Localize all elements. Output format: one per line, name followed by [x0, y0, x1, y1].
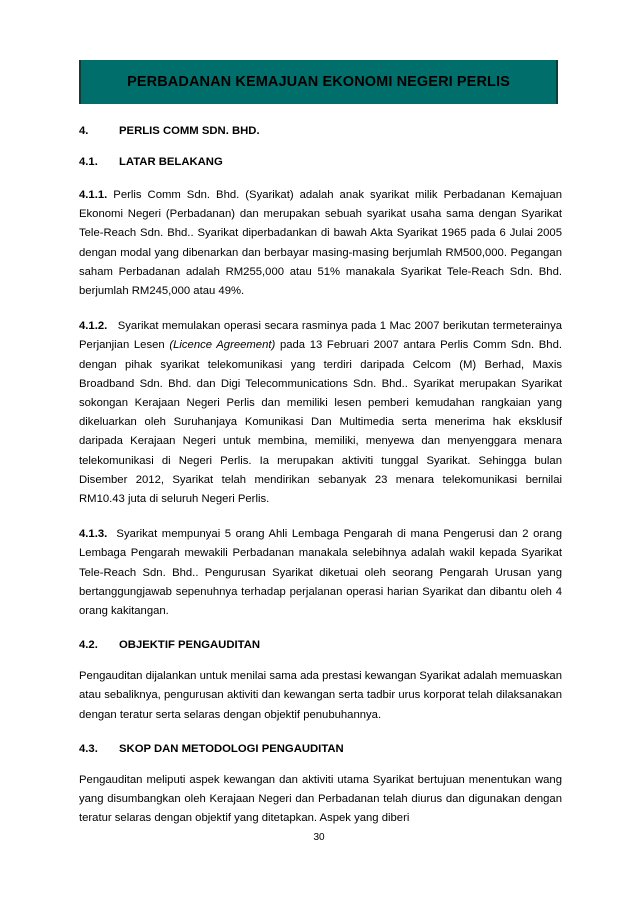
subsection-number: 4.3.	[79, 742, 98, 755]
paragraph-text: Syarikat mempunyai 5 orang Ahli Lembaga Pengarah di mana Pengerusi dan 2 orang Lembaga Pengarah mewakili Perbadanan manakala selebihnya adalah wakil kepada Syarikat Tele-Reach Sdn. Bhd.. Pengurusan Syarikat diketuai oleh seorang Pengarah Urusan yang bertanggungjawab sepenuhnya terhadap perjalanan operasi harian Syarikat dan dibantu oleh 4 orang kakitangan.	[79, 528, 562, 618]
subsection-number: 4.1.	[79, 156, 98, 168]
subsection-title: OBJEKTIF PENGAUDITAN	[119, 639, 261, 652]
paragraph-number: 4.1.2.	[79, 320, 108, 333]
paragraph-4-2	[79, 667, 562, 725]
header-banner	[79, 60, 558, 104]
document-body	[79, 118, 562, 828]
paragraph-4-3	[79, 771, 562, 829]
subsection-title: SKOP DAN METODOLOGI PENGAUDITAN	[119, 742, 344, 755]
banner-title: PERBADANAN KEMAJUAN EKONOMI NEGERI PERLIS	[127, 74, 510, 90]
paragraph-text: Pengauditan dijalankan untuk menilai sama ada prestasi kewangan Syarikat adalah memuaskan atau sebaliknya, pengurusan aktiviti dan kewangan serta tadbir urus korporat telah dilaksanakan dengan teratur serta selaras dengan objektif penubuhannya.	[79, 670, 562, 721]
paragraph-text-italic: (Licence Agreement)	[169, 339, 276, 352]
paragraph-number: 4.1.1.	[79, 189, 108, 201]
paragraph-text-b: pada 13 Februari 2007 antara Perlis Comm Sdn. Bhd. dengan pihak syarikat telekomunikasi yang terdiri daripada Celcom (M) Berhad, Maxis Broadband Sdn. Bhd. dan Digi Telecommunications Sdn. Bhd.. Syarikat merupakan Syarikat sokongan Kerajaan Negeri Perlis dan memiliki lesen pemberi kemudahan rangkaian yang dikeluarkan oleh Suruhanjaya Komunikasi Dan Multimedia serta menerima hak eksklusif daripada Kerajaan Negeri untuk membina, memiliki, menyewa dan menyenggara menara telekomunikasi di Negeri Perlis. Ia merupakan aktiviti tunggal Syarikat. Sehingga bulan Disember 2012, Syarikat telah mendirikan sebanyak 23 menara telekomunikasi bernilai RM10.43 juta di seluruh Negeri Perlis.	[79, 339, 563, 506]
section-number: 4.	[79, 125, 89, 137]
paragraph-text: Pengauditan meliputi aspek kewangan dan aktiviti utama Syarikat bertujuan menentukan wang yang disumbangkan oleh Kerajaan Negeri dan Perbadanan telah diurus dan digunakan dengan teratur selaras dengan objektif yang ditetapkan. Aspek yang diberi	[79, 773, 562, 825]
paragraph-4-1-1	[79, 186, 562, 301]
subsection-heading-4-2	[79, 637, 562, 653]
subsection-heading-4-1	[79, 154, 562, 170]
subsection-heading-4-3	[79, 741, 562, 757]
paragraph-4-1-2	[79, 317, 562, 509]
subsection-number: 4.2.	[79, 639, 98, 652]
page-number: 30	[313, 832, 325, 843]
paragraph-number: 4.1.3.	[79, 528, 108, 541]
section-title: PERLIS COMM SDN. BHD.	[119, 125, 260, 137]
section-heading	[79, 123, 562, 139]
paragraph-text-a: Syarikat memulakan operasi secara rasminya pada 1 Mac 2007 berikutan termeterainya Perjanjian Lesen	[79, 320, 562, 352]
paragraph-text: Perlis Comm Sdn. Bhd. (Syarikat) adalah anak syarikat milik Perbadanan Kemajuan Ekonomi Negeri (Perbadanan) dan merupakan sebuah syarikat usaha sama dengan Syarikat Tele-Reach Sdn. Bhd.. Syarikat diperbadankan di bawah Akta Syarikat 1965 pada 6 Julai 2005 dengan modal yang dibenarkan dan berbayar masing-masing berjumlah RM500,000. Pegangan saham Perbadanan adalah RM255,000 atau 51% manakala Syarikat Tele-Reach Sdn. Bhd. berjumlah RM245,000 atau 49%.	[79, 189, 562, 298]
subsection-title: LATAR BELAKANG	[119, 156, 223, 168]
paragraph-4-1-3	[79, 525, 562, 621]
